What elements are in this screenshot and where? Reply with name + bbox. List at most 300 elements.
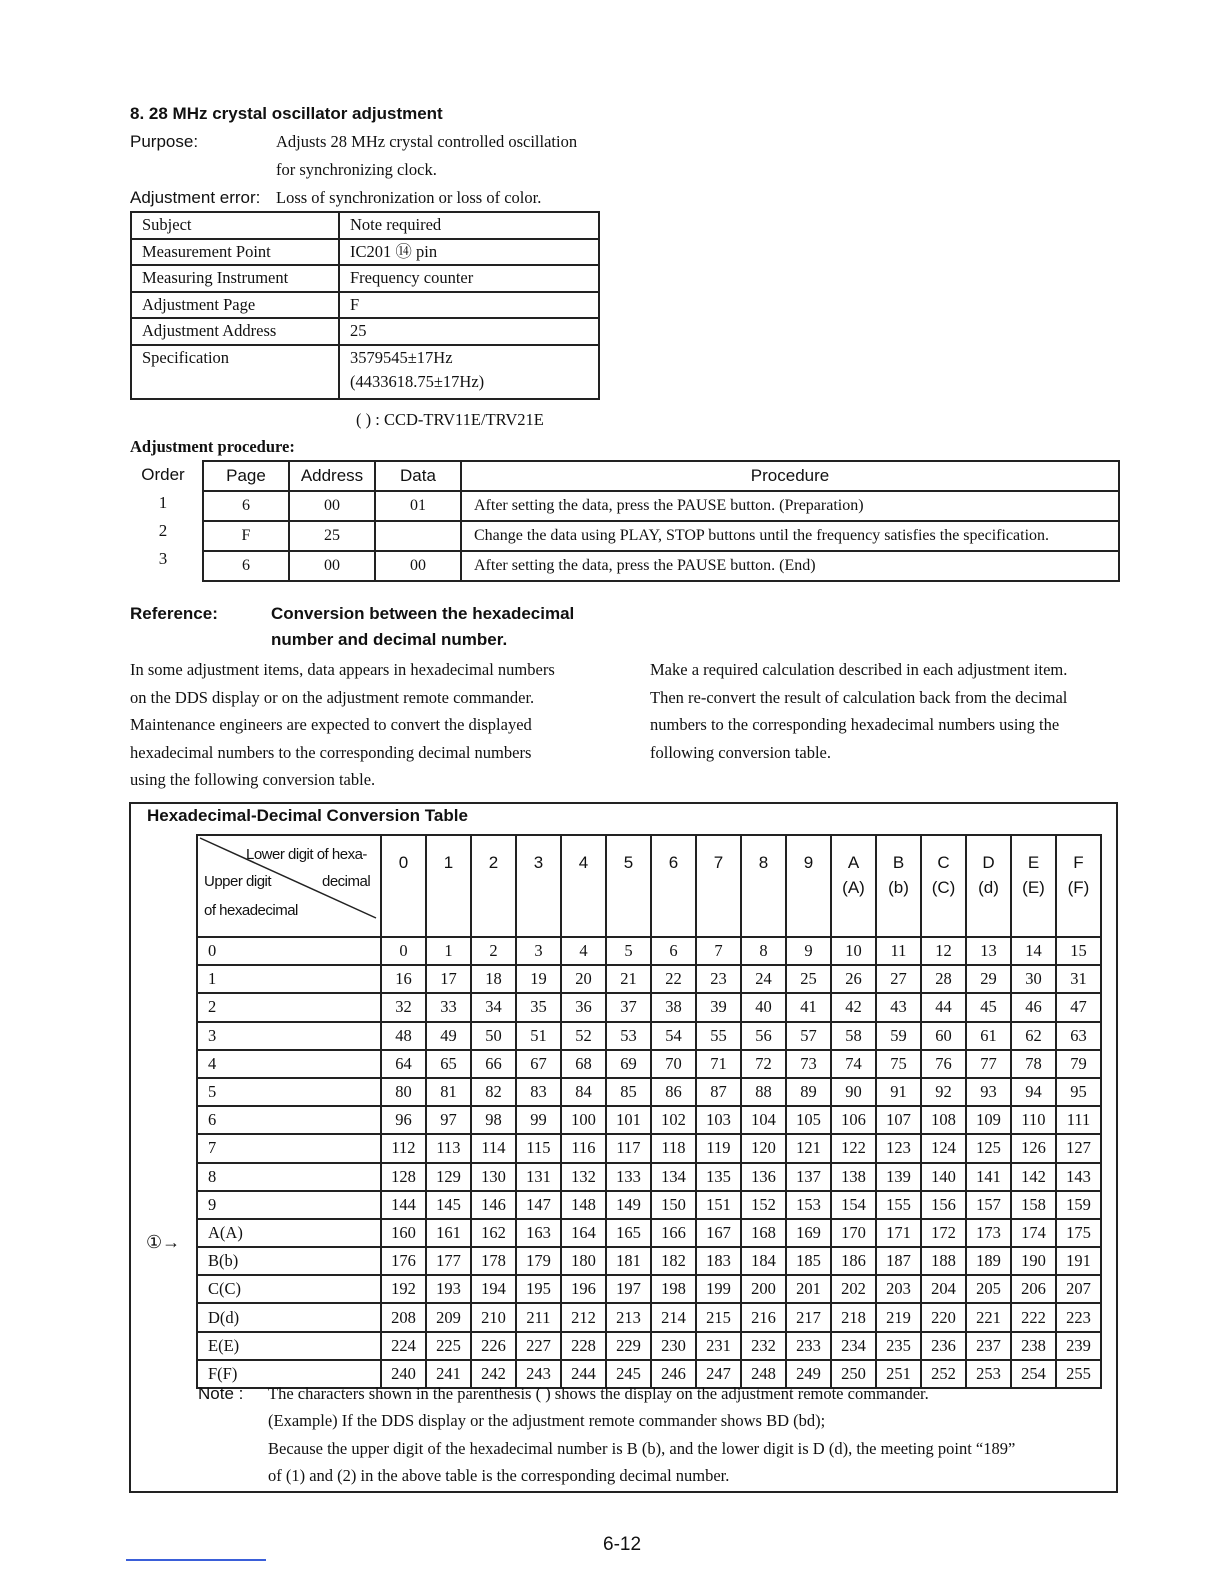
table-cell: 228 [561, 1332, 606, 1360]
table-cell: 247 [696, 1360, 741, 1388]
col-header-digit: 8 [758, 853, 769, 872]
table-cell: 76 [921, 1050, 966, 1078]
table-cell: 19 [516, 965, 561, 993]
table-cell: 232 [741, 1332, 786, 1360]
corner-header [197, 835, 381, 937]
table-cell: 60 [921, 1022, 966, 1050]
table-cell: 240 [381, 1360, 426, 1388]
reference-title-1: Conversion between the hexadecimal [271, 604, 575, 623]
table-cell: 74 [831, 1050, 876, 1078]
table-cell: 91 [876, 1078, 921, 1106]
table-cell: 26 [831, 965, 876, 993]
table-cell: 122 [831, 1134, 876, 1162]
table-cell: 92 [921, 1078, 966, 1106]
table-row [197, 1332, 1101, 1360]
col-header-digit: 7 [713, 853, 724, 872]
table-cell: 23 [696, 965, 741, 993]
table-cell: 233 [786, 1332, 831, 1360]
table-row [131, 212, 599, 239]
col-header-6 [651, 835, 696, 937]
table-cell: 143 [1056, 1163, 1101, 1191]
row-header: 5 [197, 1078, 381, 1106]
table-cell: 215 [696, 1303, 741, 1331]
table-cell: 24 [741, 965, 786, 993]
table-cell: 191 [1056, 1247, 1101, 1275]
subject-value [339, 345, 599, 399]
paragraph-line: using the following conversion table. [130, 770, 376, 789]
table-cell: 49 [426, 1022, 471, 1050]
table-cell: 208 [381, 1303, 426, 1331]
table-cell: 62 [1011, 1022, 1056, 1050]
table-cell: 58 [831, 1022, 876, 1050]
table-cell: 114 [471, 1134, 516, 1162]
table-cell: 177 [426, 1247, 471, 1275]
table-cell: 80 [381, 1078, 426, 1106]
table-cell: 30 [1011, 965, 1056, 993]
table-cell: 187 [876, 1247, 921, 1275]
table-cell: 103 [696, 1106, 741, 1134]
paragraph-line: Make a required calculation described in each adjustment item. [650, 660, 1068, 679]
table-cell: 141 [966, 1163, 1011, 1191]
table-cell: 39 [696, 993, 741, 1021]
col-header-7 [696, 835, 741, 937]
table-cell: 182 [651, 1247, 696, 1275]
col-header-digit: 1 [443, 853, 454, 872]
col-header-c [921, 835, 966, 937]
table-row [203, 521, 1119, 551]
table-cell: 32 [381, 993, 426, 1021]
table-cell: 186 [831, 1247, 876, 1275]
col-header-4 [561, 835, 606, 937]
table-cell: 213 [606, 1303, 651, 1331]
table-cell: 25 [786, 965, 831, 993]
table-cell: 89 [786, 1078, 831, 1106]
note-label: Note : [198, 1384, 244, 1403]
reference-label: Reference: [130, 604, 218, 623]
table-cell: 11 [876, 937, 921, 965]
row-header: 8 [197, 1163, 381, 1191]
col-header-d [966, 835, 1011, 937]
col-header-display-glyph: (F) [1067, 878, 1090, 897]
table-header-row [197, 835, 1101, 937]
col-header-b [876, 835, 921, 937]
corner-mid-left-label: Upper digit [204, 873, 272, 890]
table-cell: 77 [966, 1050, 1011, 1078]
subject-value: F [339, 292, 599, 319]
table-cell: 229 [606, 1332, 651, 1360]
table-cell: 135 [696, 1163, 741, 1191]
table-cell: 181 [606, 1247, 651, 1275]
col-header-digit: F [1073, 853, 1084, 872]
spec-line-1: 3579545±17Hz [350, 347, 453, 367]
table-cell: 195 [516, 1275, 561, 1303]
table-cell: 219 [876, 1303, 921, 1331]
table-cell: 72 [741, 1050, 786, 1078]
table-cell: 131 [516, 1163, 561, 1191]
table-row [131, 318, 599, 345]
data-cell [375, 521, 461, 551]
table-cell: 151 [696, 1191, 741, 1219]
col-header-digit: 5 [623, 853, 634, 872]
table-cell: 28 [921, 965, 966, 993]
table-cell: 253 [966, 1360, 1011, 1388]
corner-top-label: Lower digit of hexa- [246, 846, 367, 863]
table-cell: 79 [1056, 1050, 1101, 1078]
address-cell: 00 [289, 491, 375, 521]
table-cell: 161 [426, 1219, 471, 1247]
table-cell: 202 [831, 1275, 876, 1303]
table-cell: 73 [786, 1050, 831, 1078]
table-cell: 20 [561, 965, 606, 993]
table-cell: 57 [786, 1022, 831, 1050]
table-cell: 82 [471, 1078, 516, 1106]
table-cell: 139 [876, 1163, 921, 1191]
table-cell: 243 [516, 1360, 561, 1388]
table-cell: 85 [606, 1078, 651, 1106]
page-cell: 6 [203, 491, 289, 521]
table-cell: 42 [831, 993, 876, 1021]
subject-value: IC201 ⑭ pin [339, 239, 599, 266]
table-cell: 108 [921, 1106, 966, 1134]
col-header-1 [426, 835, 471, 937]
table-row [197, 937, 1101, 965]
subject-table [130, 211, 600, 400]
table-cell: 178 [471, 1247, 516, 1275]
table-cell: 164 [561, 1219, 606, 1247]
table-cell: 117 [606, 1134, 651, 1162]
table-cell: 59 [876, 1022, 921, 1050]
col-header-data: Data [375, 461, 461, 491]
table-cell: 206 [1011, 1275, 1056, 1303]
col-header-digit: E [1027, 853, 1040, 872]
table-row [197, 1247, 1101, 1275]
order-label: Order [141, 465, 185, 484]
paragraph-line: numbers to the corresponding hexadecimal numbers using the [650, 715, 1060, 734]
table-cell: 5 [606, 937, 651, 965]
row-header: 1 [197, 965, 381, 993]
table-cell: 231 [696, 1332, 741, 1360]
table-cell: 2 [471, 937, 516, 965]
col-header-a [831, 835, 876, 937]
error-text: Loss of synchronization or loss of color. [276, 188, 542, 207]
table-cell: 235 [876, 1332, 921, 1360]
table-cell: 197 [606, 1275, 651, 1303]
table-cell: 124 [921, 1134, 966, 1162]
purpose-label: Purpose: [130, 132, 199, 151]
table-cell: 175 [1056, 1219, 1101, 1247]
corner-bottom-label: of hexadecimal [204, 902, 298, 919]
table-cell: 239 [1056, 1332, 1101, 1360]
table-cell: 185 [786, 1247, 831, 1275]
table-cell: 248 [741, 1360, 786, 1388]
paragraph-line: following conversion table. [650, 742, 832, 762]
table-cell: 188 [921, 1247, 966, 1275]
reference-left-paragraph [130, 656, 600, 794]
table-cell: 22 [651, 965, 696, 993]
table-cell: 224 [381, 1332, 426, 1360]
table-cell: 10 [831, 937, 876, 965]
table-cell: 93 [966, 1078, 1011, 1106]
table-cell: 116 [561, 1134, 606, 1162]
table-cell: 94 [1011, 1078, 1056, 1106]
col-header-digit: 6 [668, 853, 679, 872]
table-cell: 90 [831, 1078, 876, 1106]
table-cell: 34 [471, 993, 516, 1021]
table-cell: 83 [516, 1078, 561, 1106]
table-cell: 9 [786, 937, 831, 965]
table-cell: 132 [561, 1163, 606, 1191]
table-cell: 212 [561, 1303, 606, 1331]
table-cell: 29 [966, 965, 1011, 993]
table-cell: 137 [786, 1163, 831, 1191]
table-row [203, 551, 1119, 581]
note-line: (Example) If the DDS display or the adjustment remote commander shows BD (bd); [268, 1411, 826, 1430]
table-cell: 242 [471, 1360, 516, 1388]
table-cell: 190 [1011, 1247, 1056, 1275]
table-cell: 13 [966, 937, 1011, 965]
table-cell: 53 [606, 1022, 651, 1050]
table-cell: 134 [651, 1163, 696, 1191]
table-cell: 14 [1011, 937, 1056, 965]
section-title: 8. 28 MHz crystal oscillator adjustment [130, 104, 443, 123]
note-line: of (1) and (2) in the above table is the corresponding decimal number. [268, 1466, 730, 1485]
col-header-display-glyph: (C) [931, 878, 956, 897]
table-cell: 4 [561, 937, 606, 965]
col-header-0 [381, 835, 426, 937]
table-cell: 199 [696, 1275, 741, 1303]
table-cell: 157 [966, 1191, 1011, 1219]
procedure-table [202, 460, 1120, 582]
table-cell: 209 [426, 1303, 471, 1331]
conversion-table-title: Hexadecimal-Decimal Conversion Table [147, 806, 468, 825]
col-header-digit: 4 [578, 853, 589, 872]
table-cell: 158 [1011, 1191, 1056, 1219]
table-cell: 75 [876, 1050, 921, 1078]
table-cell: 154 [831, 1191, 876, 1219]
table-cell: 189 [966, 1247, 1011, 1275]
table-cell: 249 [786, 1360, 831, 1388]
table-cell: 207 [1056, 1275, 1101, 1303]
row-header: 4 [197, 1050, 381, 1078]
table-cell: 6 [651, 937, 696, 965]
table-cell: 217 [786, 1303, 831, 1331]
procedure-cell: After setting the data, press the PAUSE button. (Preparation) [461, 491, 1119, 521]
table-cell: 136 [741, 1163, 786, 1191]
row-header: 6 [197, 1106, 381, 1134]
table-row [131, 265, 599, 292]
table-row [197, 1303, 1101, 1331]
table-cell: 71 [696, 1050, 741, 1078]
table-cell: 150 [651, 1191, 696, 1219]
hex-decimal-table [196, 834, 1102, 1389]
table-cell: 56 [741, 1022, 786, 1050]
table-cell: 16 [381, 965, 426, 993]
table-cell: 115 [516, 1134, 561, 1162]
table-cell: 184 [741, 1247, 786, 1275]
order-number: 3 [158, 549, 168, 568]
table-cell: 45 [966, 993, 1011, 1021]
address-cell: 00 [289, 551, 375, 581]
table-cell: 36 [561, 993, 606, 1021]
table-cell: 255 [1056, 1360, 1101, 1388]
table-cell: 244 [561, 1360, 606, 1388]
table-cell: 15 [1056, 937, 1101, 965]
table-cell: 145 [426, 1191, 471, 1219]
purpose-line-1: Adjusts 28 MHz crystal controlled oscillation [276, 132, 578, 151]
table-cell: 27 [876, 965, 921, 993]
table-cell: 171 [876, 1219, 921, 1247]
table-cell: 172 [921, 1219, 966, 1247]
table-cell: 167 [696, 1219, 741, 1247]
table-cell: 40 [741, 993, 786, 1021]
table-cell: 44 [921, 993, 966, 1021]
row-header: B(b) [197, 1247, 381, 1275]
table-row [197, 965, 1101, 993]
table-cell: 65 [426, 1050, 471, 1078]
data-cell: 01 [375, 491, 461, 521]
corner-mid-right-label: decimal [322, 873, 371, 890]
table-cell: 245 [606, 1360, 651, 1388]
table-cell: 160 [381, 1219, 426, 1247]
table-cell: 176 [381, 1247, 426, 1275]
paragraph-line: Then re-convert the result of calculation back from the decimal [650, 687, 1068, 707]
row-header: 2 [197, 993, 381, 1021]
table-cell: 3 [516, 937, 561, 965]
purpose-line-2: for synchronizing clock. [276, 160, 437, 179]
paragraph-line: on the DDS display or on the adjustment remote commander. [130, 687, 535, 707]
table-cell: 61 [966, 1022, 1011, 1050]
table-row [197, 1106, 1101, 1134]
table-row [131, 239, 599, 266]
table-cell: 142 [1011, 1163, 1056, 1191]
table-cell: 41 [786, 993, 831, 1021]
table-cell: 87 [696, 1078, 741, 1106]
table-cell: 173 [966, 1219, 1011, 1247]
table-cell: 102 [651, 1106, 696, 1134]
table-cell: 138 [831, 1163, 876, 1191]
table-cell: 230 [651, 1332, 696, 1360]
table-row [131, 345, 599, 399]
col-header-display-glyph: (d) [978, 878, 999, 897]
table-cell: 165 [606, 1219, 651, 1247]
order-number: 1 [158, 493, 168, 512]
col-header-display-glyph: (b) [888, 878, 909, 897]
subject-key: Specification [131, 345, 339, 399]
table-cell: 214 [651, 1303, 696, 1331]
table-cell: 113 [426, 1134, 471, 1162]
table-cell: 196 [561, 1275, 606, 1303]
col-header-digit: 9 [803, 853, 814, 872]
table-cell: 18 [471, 965, 516, 993]
table-cell: 21 [606, 965, 651, 993]
table-row [197, 1191, 1101, 1219]
row-header: D(d) [197, 1303, 381, 1331]
table-cell: 63 [1056, 1022, 1101, 1050]
table-cell: 246 [651, 1360, 696, 1388]
row-header: F(F) [197, 1360, 381, 1388]
footer-rule [126, 1559, 266, 1561]
error-label: Adjustment error: [130, 188, 261, 207]
table-row [197, 993, 1101, 1021]
row-marker-icon: ①→ [146, 1232, 181, 1252]
table-cell: 222 [1011, 1303, 1056, 1331]
col-header-digit: A [847, 853, 860, 872]
paragraph-line: hexadecimal numbers to the corresponding decimal numbers [130, 742, 532, 762]
col-header-digit: 3 [533, 853, 544, 872]
table-cell: 46 [1011, 993, 1056, 1021]
table-cell: 68 [561, 1050, 606, 1078]
table-cell: 218 [831, 1303, 876, 1331]
table-cell: 47 [1056, 993, 1101, 1021]
row-header: 7 [197, 1134, 381, 1162]
table-cell: 31 [1056, 965, 1101, 993]
col-header-procedure: Procedure [461, 461, 1119, 491]
paragraph-line: In some adjustment items, data appears in hexadecimal numbers [130, 660, 555, 679]
table-cell: 152 [741, 1191, 786, 1219]
table-cell: 55 [696, 1022, 741, 1050]
subject-key: Measurement Point [131, 239, 339, 266]
col-header-digit: D [982, 853, 995, 872]
table-cell: 201 [786, 1275, 831, 1303]
col-header-page: Page [203, 461, 289, 491]
table-cell: 147 [516, 1191, 561, 1219]
table-row [197, 1163, 1101, 1191]
table-row [131, 292, 599, 319]
reference-right-paragraph [650, 656, 1120, 766]
table-cell: 205 [966, 1275, 1011, 1303]
table-row [197, 1134, 1101, 1162]
row-header: E(E) [197, 1332, 381, 1360]
table-cell: 162 [471, 1219, 516, 1247]
table-cell: 179 [516, 1247, 561, 1275]
col-header-2 [471, 835, 516, 937]
table-cell: 98 [471, 1106, 516, 1134]
table-cell: 99 [516, 1106, 561, 1134]
table-cell: 236 [921, 1332, 966, 1360]
table-cell: 250 [831, 1360, 876, 1388]
subject-key: Subject [131, 212, 339, 239]
table-cell: 168 [741, 1219, 786, 1247]
table-row [197, 1219, 1101, 1247]
table-cell: 43 [876, 993, 921, 1021]
table-cell: 127 [1056, 1134, 1101, 1162]
table-cell: 95 [1056, 1078, 1101, 1106]
table-cell: 220 [921, 1303, 966, 1331]
col-header-digit: B [892, 853, 905, 872]
table-cell: 8 [741, 937, 786, 965]
col-header-3 [516, 835, 561, 937]
table-header-row [203, 461, 1119, 491]
table-cell: 210 [471, 1303, 516, 1331]
table-cell: 64 [381, 1050, 426, 1078]
table-cell: 70 [651, 1050, 696, 1078]
table-cell: 149 [606, 1191, 651, 1219]
table-cell: 159 [1056, 1191, 1101, 1219]
procedure-cell: Change the data using PLAY, STOP buttons until the frequency satisfies the specification. [461, 521, 1119, 551]
table-cell: 223 [1056, 1303, 1101, 1331]
table-cell: 254 [1011, 1360, 1056, 1388]
table-cell: 144 [381, 1191, 426, 1219]
col-header-display-glyph: (E) [1022, 878, 1045, 897]
table-cell: 123 [876, 1134, 921, 1162]
row-header: C(C) [197, 1275, 381, 1303]
table-cell: 12 [921, 937, 966, 965]
table-cell: 51 [516, 1022, 561, 1050]
row-header: 0 [197, 937, 381, 965]
table-cell: 180 [561, 1247, 606, 1275]
table-cell: 174 [1011, 1219, 1056, 1247]
table-cell: 237 [966, 1332, 1011, 1360]
